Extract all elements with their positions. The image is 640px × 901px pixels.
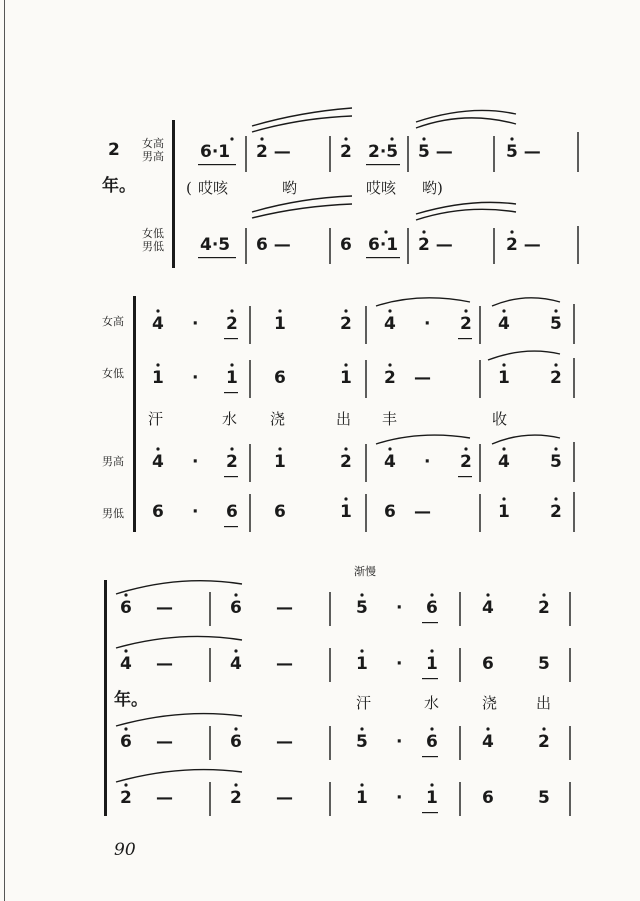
s2-r4-n1: 6 [152,502,164,522]
s3-r2-n5: 1 [356,654,368,674]
s3-lyric-2: 水 [424,694,440,712]
s3-r3-n1: 6 [120,732,132,752]
s3-r2-n1: 4 [120,654,132,674]
s2-r1-n8: 2 [460,314,472,334]
s3-r3-n2: — [156,732,173,752]
s3-r2-n4: — [276,654,293,674]
s3-instruction: 渐慢 [354,565,376,578]
s3-r3-n3: 6 [230,732,242,752]
section1-label-top: 女高 男高 [142,137,164,163]
section1-lead-lyric: 年。 [102,176,136,196]
s2-r4-n5: 1 [340,502,352,522]
s3-r4-n3: 2 [230,788,242,808]
s2-r1-n7: · [424,314,431,334]
s2-lyric-1: 汗 [148,410,164,428]
s2-r2-n6: 2 [384,368,396,388]
s2-r1-n9: 4 [498,314,510,334]
s1-bot-note-5: 2 — [418,235,453,255]
s2-r4-n8: 1 [498,502,510,522]
s3-r1-n9: 2 [538,598,550,618]
s2-r4-n7: — [414,502,431,522]
s3-r3-n4: — [276,732,293,752]
s3-r2-n7: 1 [426,654,438,674]
s1-top-note-3: 2 [340,142,352,162]
s2-lyric-5: 丰 [382,410,398,428]
s1-bot-note-6: 2 — [506,235,541,255]
s2-lyric-2: 水 [222,410,238,428]
s1-lyric-2: 哟 [282,179,298,197]
s2-r4-n9: 2 [550,502,562,522]
s3-r4-n1: 2 [120,788,132,808]
s2-r3-n6: 4 [384,452,396,472]
s3-lead-lyric: 年。 [114,690,148,710]
s2-r1-n4: 1 [274,314,286,334]
s3-r2-n2: — [156,654,173,674]
s1-bot-note-4: 6·1 [368,235,399,255]
s3-r4-n2: — [156,788,173,808]
s3-r2-n9: 5 [538,654,550,674]
s3-r1-n6: · [396,598,403,618]
s3-r1-n7: 6 [426,598,438,618]
s2-r3-n7: · [424,452,431,472]
s2-r2-n9: 2 [550,368,562,388]
s2-r1-n10: 5 [550,314,562,334]
s2-r3-n5: 2 [340,452,352,472]
s2-r2-n3: 1 [226,368,238,388]
s3-lyric-3: 浇 [482,694,498,712]
s3-r4-n4: — [276,788,293,808]
s3-r1-n2: — [156,598,173,618]
s2-r2-n2: · [192,368,199,388]
s2-r4-n6: 6 [384,502,396,522]
s2-r2-n5: 1 [340,368,352,388]
s2-r4-n4: 6 [274,502,286,522]
s2-r1-n3: 2 [226,314,238,334]
section1-lead-number: 2 [108,140,120,160]
s3-r3-n6: · [396,732,403,752]
s1-top-note-1: 6·1 [200,142,231,162]
s3-r4-n6: · [396,788,403,808]
s1-lyric-open: ( [186,179,192,197]
page-number: 90 [114,840,136,860]
s2-label-3: 男高 [102,455,124,468]
s2-r1-n6: 4 [384,314,396,334]
s3-r3-n5: 5 [356,732,368,752]
s3-r4-n8: 6 [482,788,494,808]
s1-bot-note-2: 6 — [256,235,291,255]
s2-lyric-4: 出 [336,410,352,428]
s3-r3-n9: 2 [538,732,550,752]
s2-lyric-3: 浇 [270,410,286,428]
s3-lyric-1: 汗 [356,694,372,712]
s2-r2-n7: — [414,368,431,388]
s2-label-2: 女低 [102,367,124,380]
s2-label-4: 男低 [102,507,124,520]
s2-r3-n1: 4 [152,452,164,472]
s3-r1-n8: 4 [482,598,494,618]
s1-lyric-3: 哎咳 [366,179,397,197]
s1-bot-note-1: 4·5 [200,235,231,255]
s2-r2-n4: 6 [274,368,286,388]
s3-r4-n9: 5 [538,788,550,808]
s3-r3-n8: 4 [482,732,494,752]
s2-r2-n8: 1 [498,368,510,388]
s2-r3-n10: 5 [550,452,562,472]
s1-lyric-4: 哟) [422,179,443,197]
s2-r4-n2: · [192,502,199,522]
s1-lyric-1: 哎咳 [198,179,229,197]
s2-r3-n8: 2 [460,452,472,472]
s3-lyric-4: 出 [536,694,552,712]
s2-label-1: 女高 [102,315,124,328]
s3-r1-n4: — [276,598,293,618]
s3-r1-n1: 6 [120,598,132,618]
s2-r3-n3: 2 [226,452,238,472]
s2-r2-n1: 1 [152,368,164,388]
s1-top-note-4: 2·5 [368,142,399,162]
s1-bot-note-3: 6 [340,235,352,255]
s1-top-note-5: 5 — [418,142,453,162]
s3-r1-n3: 6 [230,598,242,618]
s3-r3-n7: 6 [426,732,438,752]
s3-r2-n8: 6 [482,654,494,674]
section1-label-bottom: 女低 男低 [142,227,164,253]
s2-r1-n5: 2 [340,314,352,334]
s3-r4-n7: 1 [426,788,438,808]
s3-r2-n3: 4 [230,654,242,674]
s3-r2-n6: · [396,654,403,674]
s1-top-note-2: 2 — [256,142,291,162]
s2-r3-n4: 1 [274,452,286,472]
s2-r3-n2: · [192,452,199,472]
s3-r1-n5: 5 [356,598,368,618]
s2-r1-n1: 4 [152,314,164,334]
s1-top-note-6: 5 — [506,142,541,162]
s2-lyric-6: 收 [492,410,508,428]
s2-r1-n2: · [192,314,199,334]
s3-r4-n5: 1 [356,788,368,808]
s2-r4-n3: 6 [226,502,238,522]
s2-r3-n9: 4 [498,452,510,472]
